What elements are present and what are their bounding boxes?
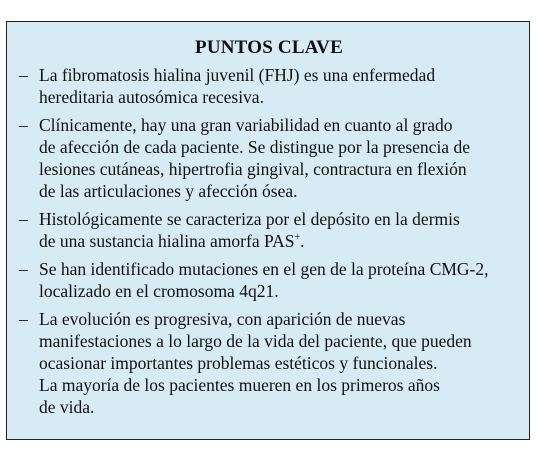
key-points-box — [6, 21, 530, 440]
key-point-item — [19, 208, 519, 252]
item-line: de afección de cada paciente. Se distingue por la presencia de — [39, 137, 470, 157]
bullet-dash: – — [19, 259, 28, 279]
item-line: Clínicamente, hay una gran variabilidad en cuanto al grado — [39, 115, 453, 135]
item-line: La fibromatosis hialina juvenil (FHJ) es una enfermedad — [39, 65, 436, 85]
item-line: Histológicamente se caracteriza por el depósito en la dermis — [39, 209, 460, 229]
key-point-item — [19, 308, 519, 418]
item-line: localizado en el cromosoma 4q21. — [39, 281, 279, 301]
key-point-item — [19, 258, 519, 302]
item-line: La mayoría de los pacientes mueren en los primeros años — [39, 375, 440, 395]
box-title: PUNTOS CLAVE — [195, 37, 343, 58]
key-point-item — [19, 114, 519, 202]
superscript-plus: + — [294, 232, 301, 244]
item-line: lesiones cutáneas, hipertrofia gingival, contractura en flexión — [39, 159, 467, 179]
item-line: manifestaciones a lo largo de la vida del paciente, que pueden — [39, 331, 472, 351]
item-line: hereditaria autosómica recesiva. — [39, 87, 264, 107]
bullet-dash: – — [19, 309, 28, 329]
item-line: La evolución es progresiva, con aparición de nuevas — [39, 309, 406, 329]
item-line: de una sustancia hialina amorfa PAS — [39, 231, 295, 251]
item-line-tail: . — [300, 231, 305, 251]
bullet-dash: – — [19, 115, 28, 135]
item-line: ocasionar importantes problemas estéticos y funcionales. — [39, 353, 438, 373]
item-line: de vida. — [39, 397, 95, 417]
bullet-dash: – — [19, 209, 28, 229]
key-point-item — [19, 64, 519, 108]
item-line: Se han identificado mutaciones en el gen de la proteína CMG-2, — [39, 259, 489, 279]
bullet-dash: – — [19, 65, 28, 85]
item-line: de las articulaciones y afección ósea. — [39, 181, 298, 201]
